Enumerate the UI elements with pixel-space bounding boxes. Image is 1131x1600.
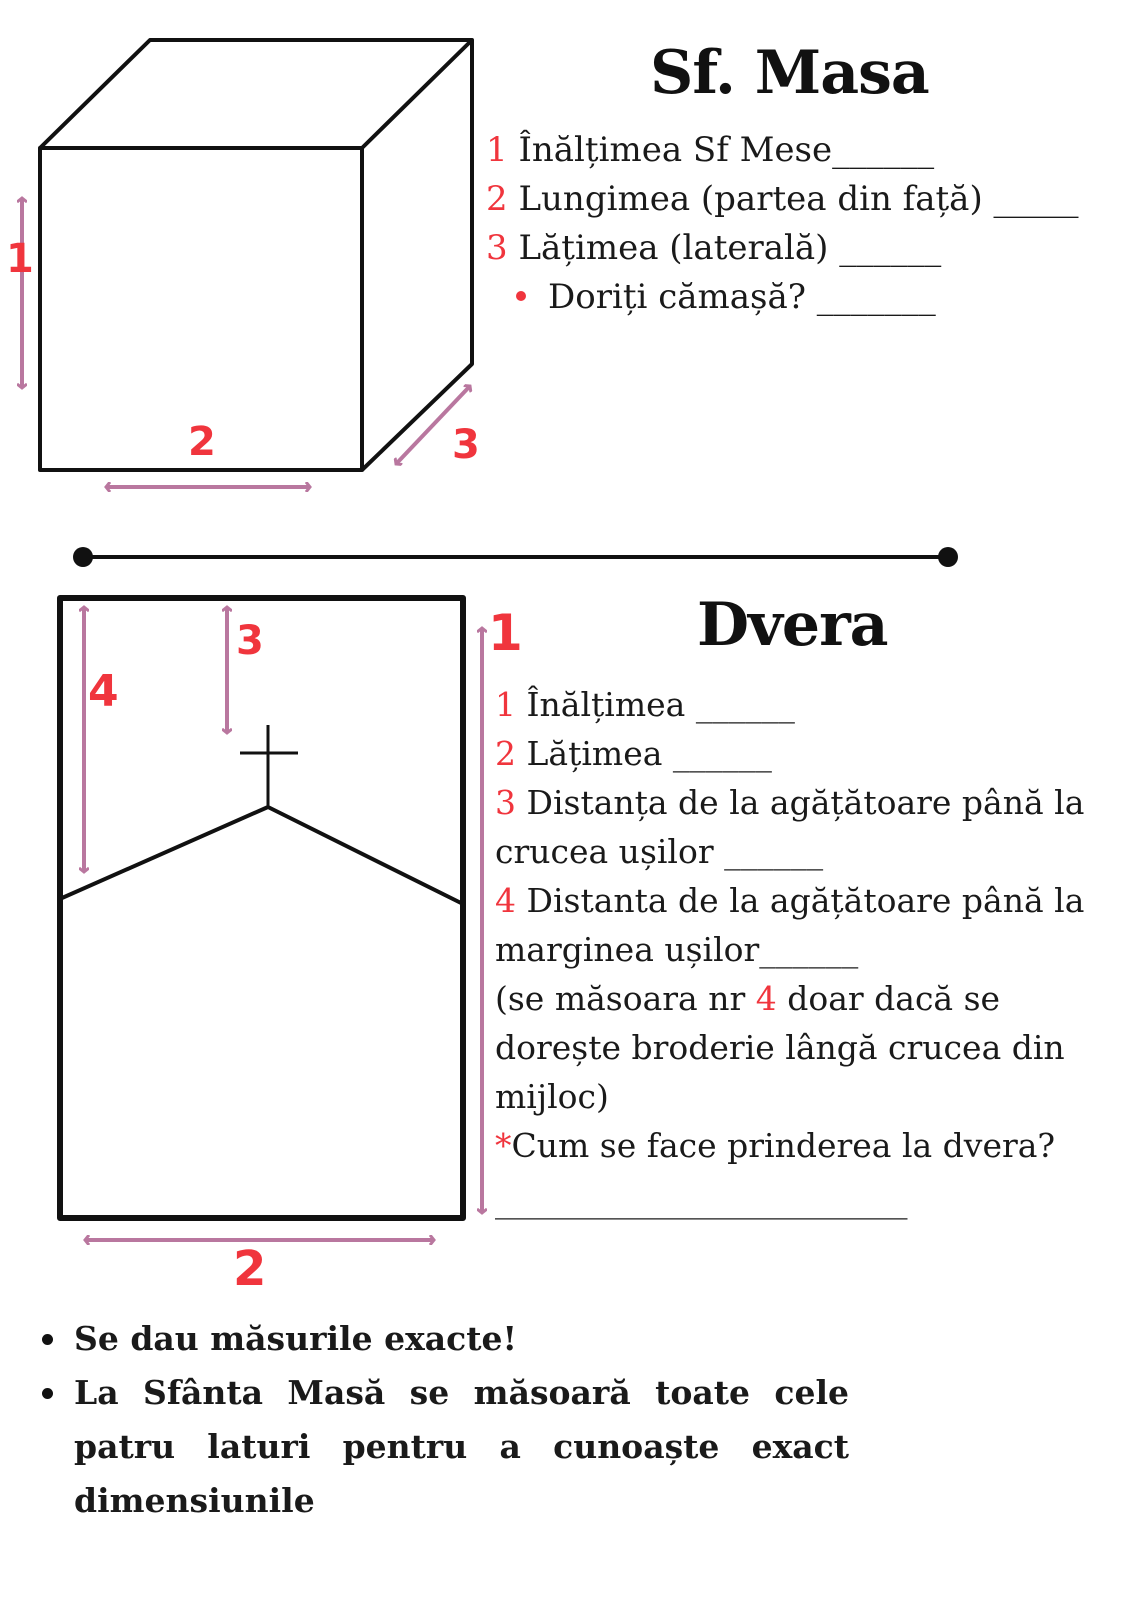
item-number: 3 [495,783,516,822]
item-number: 4 [495,881,516,920]
item-text: Doriți cămașă? _______ [548,277,936,317]
curtain-label-2: 2 [233,1241,267,1297]
note-number: 4 [755,979,777,1018]
list-item [486,126,1079,175]
answer-line: _________________________ [495,1181,908,1220]
item-text: Lățimea ______ [526,734,772,773]
item-number: 2 [495,734,516,773]
notes-list [38,1312,849,1528]
altar-measurements-list [486,126,1079,322]
altar-arrows [22,198,470,487]
curtain-title: Dvera [697,590,888,660]
measurement-note-line: mijloc) [495,1077,609,1116]
item-number: 1 [486,130,508,170]
item-number: 3 [486,228,508,268]
measurement-note-line: dorește broderie lângă crucea din [495,1028,1065,1067]
curtain-measurements-list [495,680,1084,1225]
curtain-arrows [84,607,482,1240]
item-text: Distanța de la agățătoare până la [526,783,1085,822]
altar-label-1: 1 [6,236,34,282]
item-text: Lungimea (partea din față) _____ [518,179,1079,219]
item-text: Lățimea (laterală) ______ [518,228,942,268]
item-number: 1 [495,685,516,724]
measurement-note: (se măsoara nr 4 doar dacă se [495,979,1001,1018]
asterisk: * [495,1126,512,1165]
item-text: Distanta de la agățătoare până la [526,881,1085,920]
list-item [495,680,1084,729]
bullet-icon [516,291,526,301]
list-item [486,224,1079,273]
altar-label-3: 3 [452,422,480,468]
list-item [486,273,1079,322]
list-item [495,876,1084,925]
section-divider [73,547,958,567]
list-item-continued: marginea ușilor______ [495,930,859,969]
note-item: La Sfânta Masă se măsoară toate cele patru laturi pentru a cunoaște exact dimensiunile [38,1366,849,1528]
item-number: 2 [486,179,508,219]
note-item: Se dau măsurile exacte! [38,1312,849,1366]
item-text: Înălțimea ______ [526,685,795,724]
attachment-question: *Cum se face prinderea la dvera? [495,1126,1056,1165]
altar-title: Sf. Masa [650,38,929,108]
curtain-label-4: 4 [88,666,119,717]
list-item-continued: crucea ușilor ______ [495,832,824,871]
list-item [495,729,1084,778]
list-item [486,175,1079,224]
list-item [495,778,1084,827]
item-text: Înălțimea Sf Mese______ [518,130,935,170]
altar-label-2: 2 [188,419,216,465]
altar-cube-drawing [40,40,472,470]
curtain-label-3: 3 [236,618,264,664]
curtain-drawing [60,598,463,1218]
curtain-label-1: 1 [488,604,523,662]
